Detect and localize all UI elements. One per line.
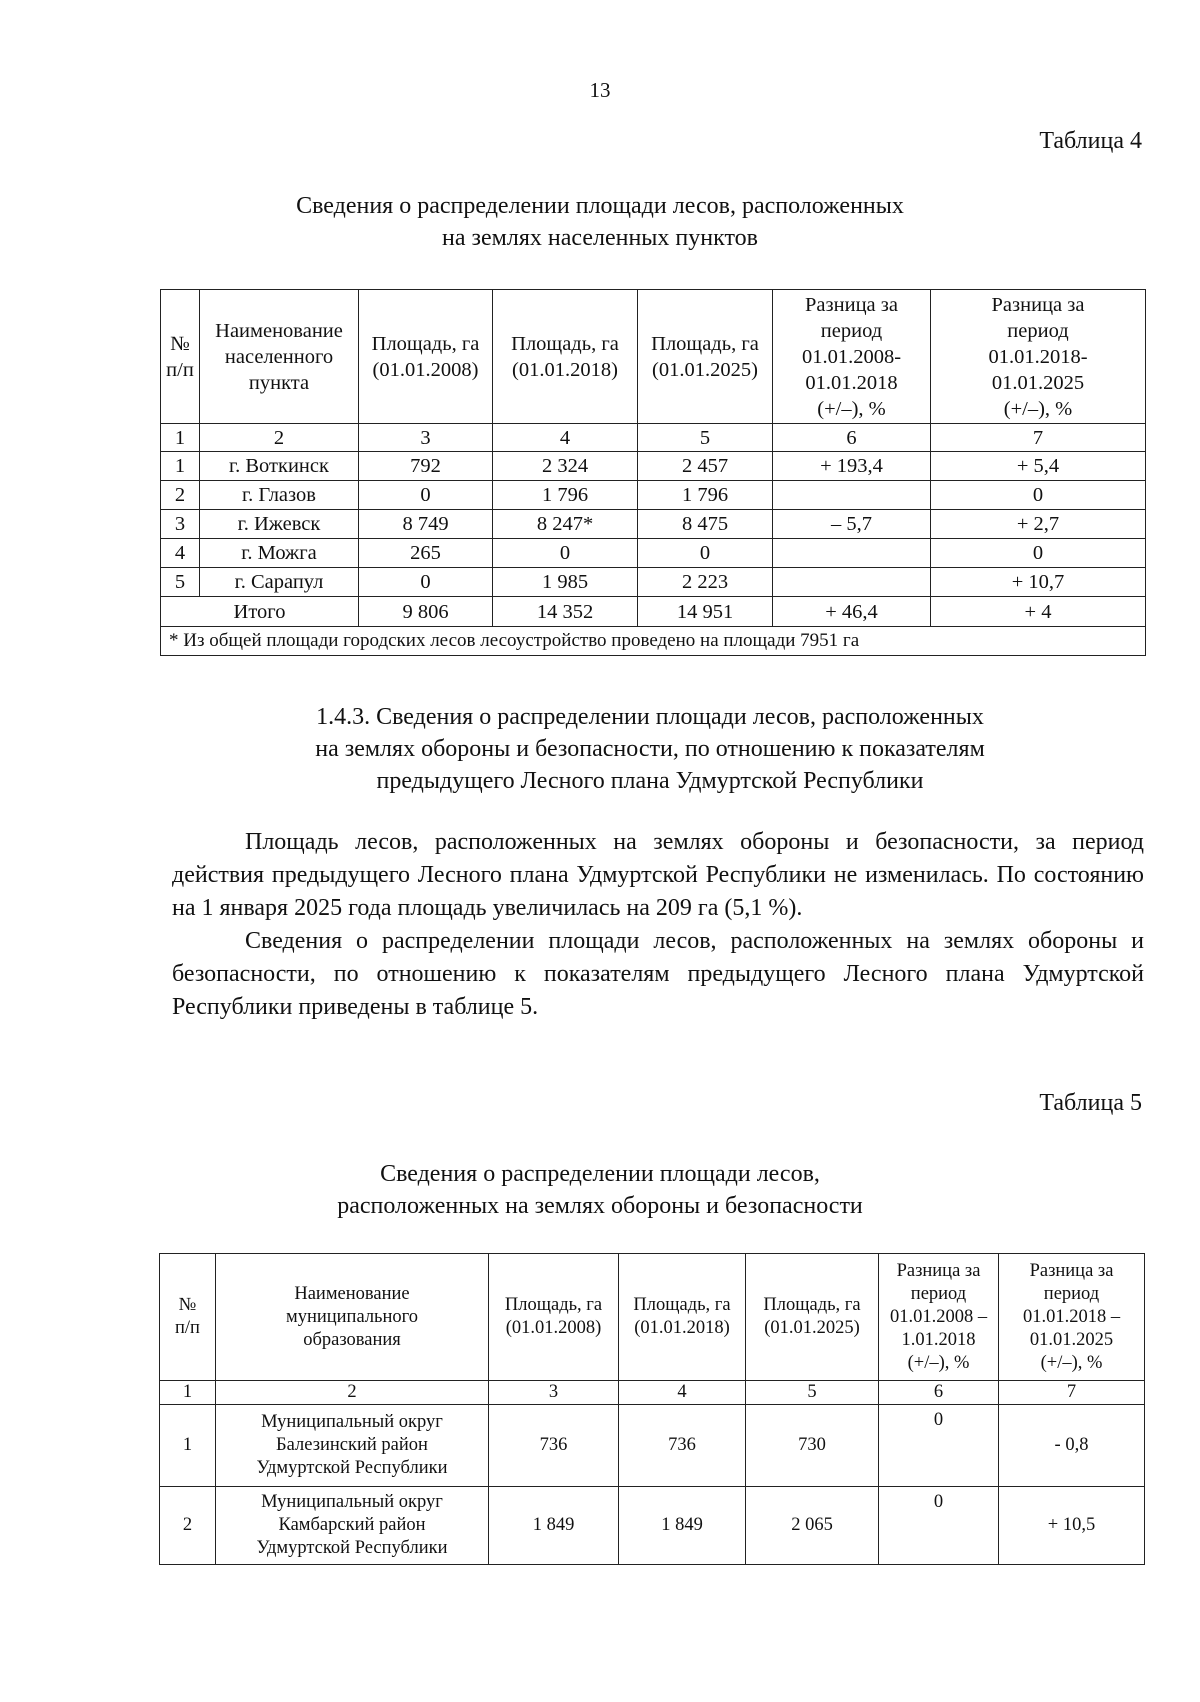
table5-cell: 736 [489, 1405, 619, 1487]
table4 [160, 289, 1146, 656]
table5-cell: 1 [160, 1405, 216, 1487]
table5-cell: 1 849 [489, 1487, 619, 1565]
table4-cell: г. Глазов [200, 481, 359, 510]
table4-cell: 0 [493, 539, 638, 568]
table4-cell: + 193,4 [773, 452, 931, 481]
table5-cell: 2 [160, 1487, 216, 1565]
table5-title-line: Сведения о распределении площади лесов, [380, 1161, 820, 1187]
table4-footnote: * Из общей площади городских лесов лесоустройство проведено на площади 7951 га [161, 627, 1146, 656]
table4-header-cell: № п/п [161, 290, 200, 424]
table4-cell: 0 [359, 568, 493, 597]
table4-cell: 2 [200, 424, 359, 452]
body-text [172, 826, 1144, 1024]
table5-header-cell: Площадь, га (01.01.2018) [619, 1254, 746, 1381]
table4-cell [773, 481, 931, 510]
table5-header-row [160, 1254, 1145, 1381]
table4-title [0, 190, 1200, 254]
table5-label: Таблица 5 [1039, 1090, 1142, 1116]
table4-header-cell: Наименование населенного пункта [200, 290, 359, 424]
table4-cell: 2 [161, 481, 200, 510]
table4-cell: + 10,7 [931, 568, 1146, 597]
table4-cell: 14 352 [493, 597, 638, 627]
table4-cell: 9 806 [359, 597, 493, 627]
table4-cell: 3 [359, 424, 493, 452]
table4-cell: 4 [161, 539, 200, 568]
table4-cell: 0 [638, 539, 773, 568]
table4-cell: 1 [161, 424, 200, 452]
table4-label: Таблица 4 [1039, 128, 1142, 154]
table4-cell: 6 [773, 424, 931, 452]
page-number: 13 [589, 78, 611, 102]
section-heading-line: на землях обороны и безопасности, по отношению к показателям [315, 736, 985, 762]
table4-cell [773, 568, 931, 597]
table4-cell: г. Воткинск [200, 452, 359, 481]
table5-cell: 2 065 [746, 1487, 879, 1565]
table5-cell: 0 [879, 1405, 999, 1487]
table4-cell: 265 [359, 539, 493, 568]
table4-cell: + 46,4 [773, 597, 931, 627]
table5-cell: 3 [489, 1381, 619, 1405]
table5-cell: 2 [216, 1381, 489, 1405]
table5-name-cell: Муниципальный округ Камбарский район Удмуртской Республики [216, 1487, 489, 1565]
table5-column-numbers-row [160, 1381, 1145, 1405]
table4-header-row [161, 290, 1146, 424]
table5-cell: - 0,8 [999, 1405, 1145, 1487]
table5-header-cell: Разница за период 01.01.2018 – 01.01.2025 (+/–), % [999, 1254, 1145, 1381]
table4-cell: 1 985 [493, 568, 638, 597]
table4-row [161, 510, 1146, 539]
table5-header-cell: Разница за период 01.01.2008 – 1.01.2018 (+/–), % [879, 1254, 999, 1381]
table4-cell: 7 [931, 424, 1146, 452]
table4-header-cell: Разница за период 01.01.2018- 01.01.2025 (+/–), % [931, 290, 1146, 424]
table5-cell: 7 [999, 1381, 1145, 1405]
table5 [159, 1253, 1145, 1565]
table4-cell: 14 951 [638, 597, 773, 627]
table4-cell: 0 [359, 481, 493, 510]
table4-header-cell: Разница за период 01.01.2008- 01.01.2018 (+/–), % [773, 290, 931, 424]
table4-cell: г. Сарапул [200, 568, 359, 597]
table4-cell: 2 324 [493, 452, 638, 481]
table4-header-cell: Площадь, га (01.01.2018) [493, 290, 638, 424]
table4-cell: 8 247* [493, 510, 638, 539]
table4-column-numbers-row [161, 424, 1146, 452]
table4-cell: + 4 [931, 597, 1146, 627]
table4-cell: – 5,7 [773, 510, 931, 539]
table5-cell: + 10,5 [999, 1487, 1145, 1565]
table4-total-row [161, 597, 1146, 627]
table4-header-cell: Площадь, га (01.01.2025) [638, 290, 773, 424]
table4-cell: 0 [931, 539, 1146, 568]
paragraph: Площадь лесов, расположенных на землях обороны и безопасности, за период действия предыдущего Лесного плана Удмуртской Республики не изменилась. По состоянию на 1 января 2025 года площадь увеличилась на 209 га (5,1 %). [172, 829, 1144, 921]
table5-row [160, 1487, 1145, 1565]
table5-cell: 730 [746, 1405, 879, 1487]
table4-cell: 5 [161, 568, 200, 597]
section-heading-line: 1.4.3. Сведения о распределении площади лесов, расположенных [316, 704, 984, 730]
table4-row [161, 452, 1146, 481]
table4-row [161, 481, 1146, 510]
table4-cell: + 2,7 [931, 510, 1146, 539]
table5-cell: 0 [879, 1487, 999, 1565]
table4-cell: 1 796 [638, 481, 773, 510]
table4-total-label: Итого [161, 597, 359, 627]
table4-header-cell: Площадь, га (01.01.2008) [359, 290, 493, 424]
table5-title-line: расположенных на землях обороны и безопасности [337, 1193, 863, 1219]
table5-row [160, 1405, 1145, 1487]
table4-footnote-row [161, 627, 1146, 656]
table5-name-cell: Муниципальный округ Балезинский район Удмуртской Республики [216, 1405, 489, 1487]
table5-cell: 5 [746, 1381, 879, 1405]
table5-header-cell: Площадь, га (01.01.2008) [489, 1254, 619, 1381]
table5-cell: 4 [619, 1381, 746, 1405]
table5-title [0, 1158, 1200, 1222]
table5-cell: 1 849 [619, 1487, 746, 1565]
table5-header-cell: Наименование муниципального образования [216, 1254, 489, 1381]
table5-cell: 1 [160, 1381, 216, 1405]
table4-cell: г. Можга [200, 539, 359, 568]
section-heading [240, 701, 1060, 797]
table4-cell: 2 457 [638, 452, 773, 481]
table4-cell: 1 [161, 452, 200, 481]
table5-header-cell: № п/п [160, 1254, 216, 1381]
table4-cell: г. Ижевск [200, 510, 359, 539]
table4-cell: 8 749 [359, 510, 493, 539]
table4-cell: 1 796 [493, 481, 638, 510]
table4-cell [773, 539, 931, 568]
table4-cell: 8 475 [638, 510, 773, 539]
table4-cell: 5 [638, 424, 773, 452]
table5-header-cell: Площадь, га (01.01.2025) [746, 1254, 879, 1381]
table4-cell: 792 [359, 452, 493, 481]
table5-cell: 6 [879, 1381, 999, 1405]
paragraph: Сведения о распределении площади лесов, расположенных на землях обороны и безопасности, по отношению к показателям предыдущего Лесного плана Удмуртской Республики приведены в таблице 5. [172, 928, 1144, 1020]
table4-cell: 4 [493, 424, 638, 452]
table5-cell: 736 [619, 1405, 746, 1487]
table4-cell: 2 223 [638, 568, 773, 597]
table4-title-line: Сведения о распределении площади лесов, расположенных [296, 193, 904, 219]
table4-cell: + 5,4 [931, 452, 1146, 481]
table4-row [161, 568, 1146, 597]
table4-title-line: на землях населенных пунктов [442, 225, 758, 251]
table4-cell: 0 [931, 481, 1146, 510]
table4-cell: 3 [161, 510, 200, 539]
section-heading-line: предыдущего Лесного плана Удмуртской Республики [376, 768, 924, 794]
table4-row [161, 539, 1146, 568]
